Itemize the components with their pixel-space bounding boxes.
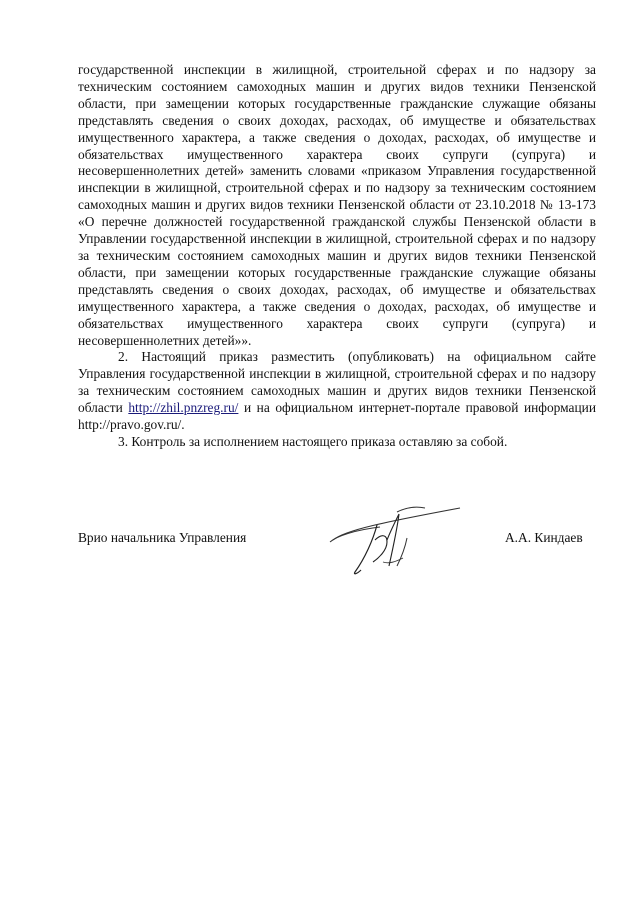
signatory-position: Врио начальника Управления: [78, 530, 247, 545]
handwritten-signature: [325, 500, 470, 580]
paragraph-2-text: 2. Настоящий приказ разместить (опубликовать) на официальном сайте Управления государственной инспекции в жилищной, строительной сферах и по надзору за техническим состоянием самоходных машин и других видов техники Пензенской области: [78, 349, 596, 416]
document-body: [78, 62, 596, 451]
paragraph-2: [78, 349, 596, 434]
signatory-name: А.А. Киндаев: [505, 530, 583, 545]
paragraph-3: 3. Контроль за исполнением настоящего приказа оставляю за собой.: [118, 433, 508, 449]
site-link[interactable]: http://zhil.pnzreg.ru/: [128, 400, 239, 416]
paragraph-1: государственной инспекции в жилищной, строительной сферах и по надзору за техническим состоянием самоходных машин и других видов техники Пензенской области, при замещении которых государственные гражданские служащие обязаны представлять сведения о своих доходах, расходах, об имуществе и обязательствах имущественного характера, а также сведения о доходах, расходах, об имуществе и обязательствах имущественного характера своих супруги (супруга) и несовершеннолетних детей» заменить словами «приказом Управления государственной инспекции в жилищной, строительной сферах и по надзору за техническим состоянием самоходных машин и других видов техники Пензенской области от 23.10.2018 № 13-173 «О перечне должностей государственной гражданской службы Пензенской области в Управлении государственной инспекции в жилищной, строительной сферах и по надзору за техническим состоянием самоходных машин и других видов техники Пензенской области, при замещении которых государственные гражданские служащие обязаны представлять сведения о своих доходах, расходах, об имуществе и обязательствах имущественного характера, а также сведения о доходах, расходах, об имуществе и обязательствах имущественного характера своих супруги (супруга) и несовершеннолетних детей»».: [78, 62, 596, 348]
paragraph-2-tail: и на официальном интернет-портале правовой информации http://pravo.gov.ru/.: [78, 400, 596, 433]
